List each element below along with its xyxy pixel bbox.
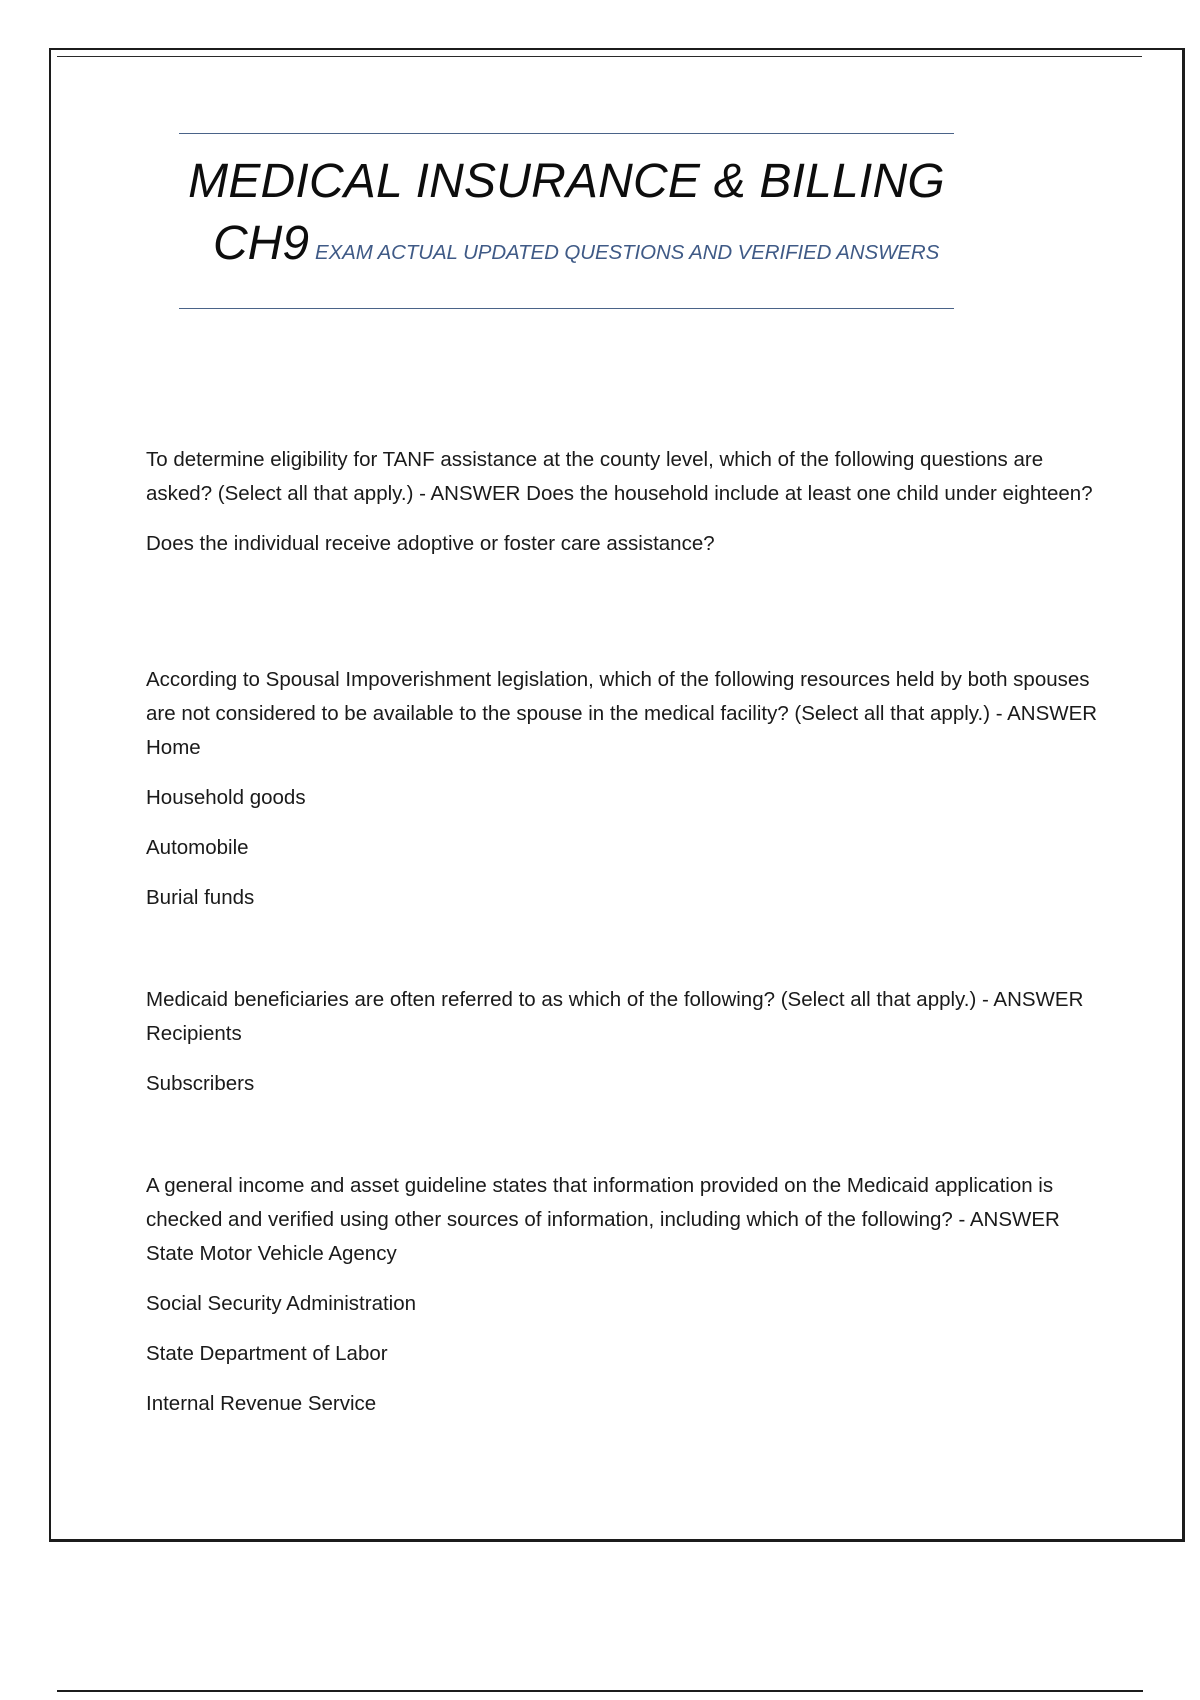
answer-line: Automobile	[146, 836, 249, 859]
answer-line: Household goods	[146, 786, 306, 809]
title-top-rule	[179, 133, 954, 134]
question-text: Medicaid beneficiaries are often referred to as which of the following? (Select all that apply.) - ANSWER Recipients	[146, 988, 1084, 1045]
document-title: MEDICAL INSURANCE & BILLING	[188, 155, 945, 208]
document-subtitle: EXAM ACTUAL UPDATED QUESTIONS AND VERIFIED ANSWERS	[315, 241, 940, 264]
question-text: A general income and asset guideline states that information provided on the Medicaid application is checked and verified using other sources of information, including which of the following? - ANSWER State Motor Vehicle Agency	[146, 1174, 1060, 1265]
document-title-block	[179, 133, 954, 309]
answer-line: State Department of Labor	[146, 1342, 388, 1365]
answer-line: Subscribers	[146, 1072, 255, 1095]
answer-line: Does the individual receive adoptive or foster care assistance?	[146, 532, 715, 555]
question-text: To determine eligibility for TANF assistance at the county level, which of the following questions are asked? (Select all that apply.) - ANSWER Does the household include at least one child under eighteen?	[146, 448, 1093, 505]
qa-item	[146, 983, 1106, 1101]
title-bottom-rule	[179, 308, 954, 309]
chapter-code: CH9	[213, 217, 310, 270]
answer-line: Burial funds	[146, 886, 255, 909]
answer-line: Internal Revenue Service	[146, 1392, 377, 1415]
top-inner-rule	[57, 56, 1142, 57]
document-title-line-2	[179, 216, 954, 283]
answer-line: Social Security Administration	[146, 1292, 417, 1315]
next-page-top-rule	[57, 1690, 1143, 1692]
qa-item	[146, 663, 1106, 915]
qa-item	[146, 1169, 1106, 1421]
qa-item	[146, 443, 1106, 561]
question-text: According to Spousal Impoverishment legislation, which of the following resources held by both spouses are not considered to be available to the spouse in the medical facility? (Select all that apply.) - ANSWER Home	[146, 668, 1098, 759]
